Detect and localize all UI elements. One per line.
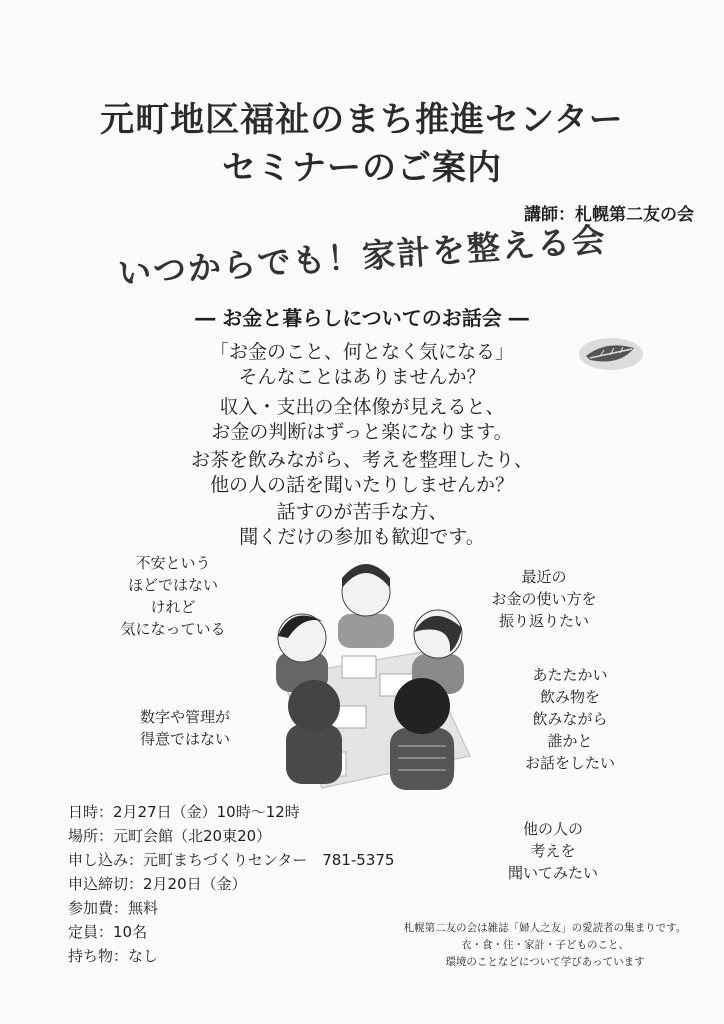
paragraph-1 bbox=[0, 340, 724, 390]
voice-line: 数字や管理が bbox=[139, 708, 230, 726]
title-line-2: セミナーのご案内 bbox=[222, 148, 502, 188]
voice-hear-others bbox=[488, 818, 618, 884]
detail-belongings: 持ち物：なし bbox=[68, 947, 159, 965]
organizer-note bbox=[380, 920, 710, 971]
voice-line: ほどではない bbox=[127, 576, 218, 594]
paragraph-2-line-2: お金の判断はずっと楽になります。 bbox=[211, 421, 513, 443]
detail-datetime: 日時：2月27日（金）10時～12時 bbox=[68, 803, 300, 821]
detail-deadline: 申込締切：2月20日（金） bbox=[68, 875, 247, 893]
voice-line: 誰かと bbox=[547, 732, 593, 750]
voice-line: 飲みながら bbox=[532, 710, 608, 728]
paragraph-4 bbox=[0, 500, 724, 550]
detail-fee: 参加費：無料 bbox=[68, 899, 159, 917]
paragraph-3 bbox=[0, 448, 724, 498]
voice-line: あたたかい bbox=[532, 666, 608, 684]
voice-line: 気になっている bbox=[120, 620, 226, 638]
voice-line: 不安という bbox=[135, 554, 211, 572]
voice-warm-drink bbox=[510, 664, 630, 774]
voice-line: 飲み物を bbox=[539, 688, 600, 706]
paragraph-4-line-1: 話すのが苦手な方、 bbox=[276, 501, 448, 523]
event-details bbox=[68, 800, 394, 968]
detail-capacity: 定員：10名 bbox=[68, 923, 148, 941]
voice-line: 他の人の bbox=[522, 820, 583, 838]
voice-line: 最近の bbox=[521, 568, 567, 586]
detail-application: 申し込み：元町まちづくりセンター 781-5375 bbox=[68, 851, 395, 869]
organizer-note-line: 環境のことなどについて学びあっています bbox=[445, 956, 645, 968]
paragraph-3-line-1: お茶を飲みながら、考えを整理したり、 bbox=[190, 449, 533, 471]
title-line-1: 元町地区福祉のまち推進センター bbox=[100, 100, 624, 140]
voice-line: 得意ではない bbox=[139, 730, 230, 748]
voice-review-spending bbox=[464, 566, 624, 632]
paragraph-1-line-1: 「お金のこと、何となく気になる」 bbox=[209, 341, 514, 363]
voice-line: お話をしたい bbox=[524, 754, 615, 772]
event-subtitle: ― お金と暮らしについてのお話会 ― bbox=[195, 306, 529, 330]
voice-line: 振り返りたい bbox=[498, 612, 589, 630]
paragraph-2 bbox=[0, 395, 724, 445]
voice-anxious bbox=[98, 552, 248, 640]
voice-line: 考えを bbox=[530, 842, 576, 860]
paragraph-1-line-2: そんなことはありませんか？ bbox=[238, 366, 486, 388]
voice-not-good-with-numbers bbox=[110, 706, 260, 750]
organizer-note-line: 札幌第二友の会は雑誌「婦人之友」の愛読者の集まりです。 bbox=[403, 922, 687, 934]
voice-line: けれど bbox=[150, 598, 196, 616]
group-discussion-illustration bbox=[262, 556, 476, 792]
organizer-note-line: 衣・食・住・家計・子どものこと、 bbox=[461, 939, 629, 951]
voice-line: 聞いてみたい bbox=[507, 864, 598, 882]
lecturer: 講師：札幌第二友の会 bbox=[524, 205, 694, 225]
voice-line: お金の使い方を bbox=[491, 590, 597, 608]
paragraph-2-line-1: 収入・支出の全体像が見えると、 bbox=[219, 396, 505, 418]
detail-venue: 場所：元町会館（北20東20） bbox=[68, 827, 272, 845]
paragraph-3-line-2: 他の人の話を聞いたりしませんか？ bbox=[209, 474, 514, 496]
event-title: いつからでも！家計を整える会 bbox=[116, 219, 608, 293]
paragraph-4-line-2: 聞くだけの参加も歓迎です。 bbox=[239, 526, 485, 548]
